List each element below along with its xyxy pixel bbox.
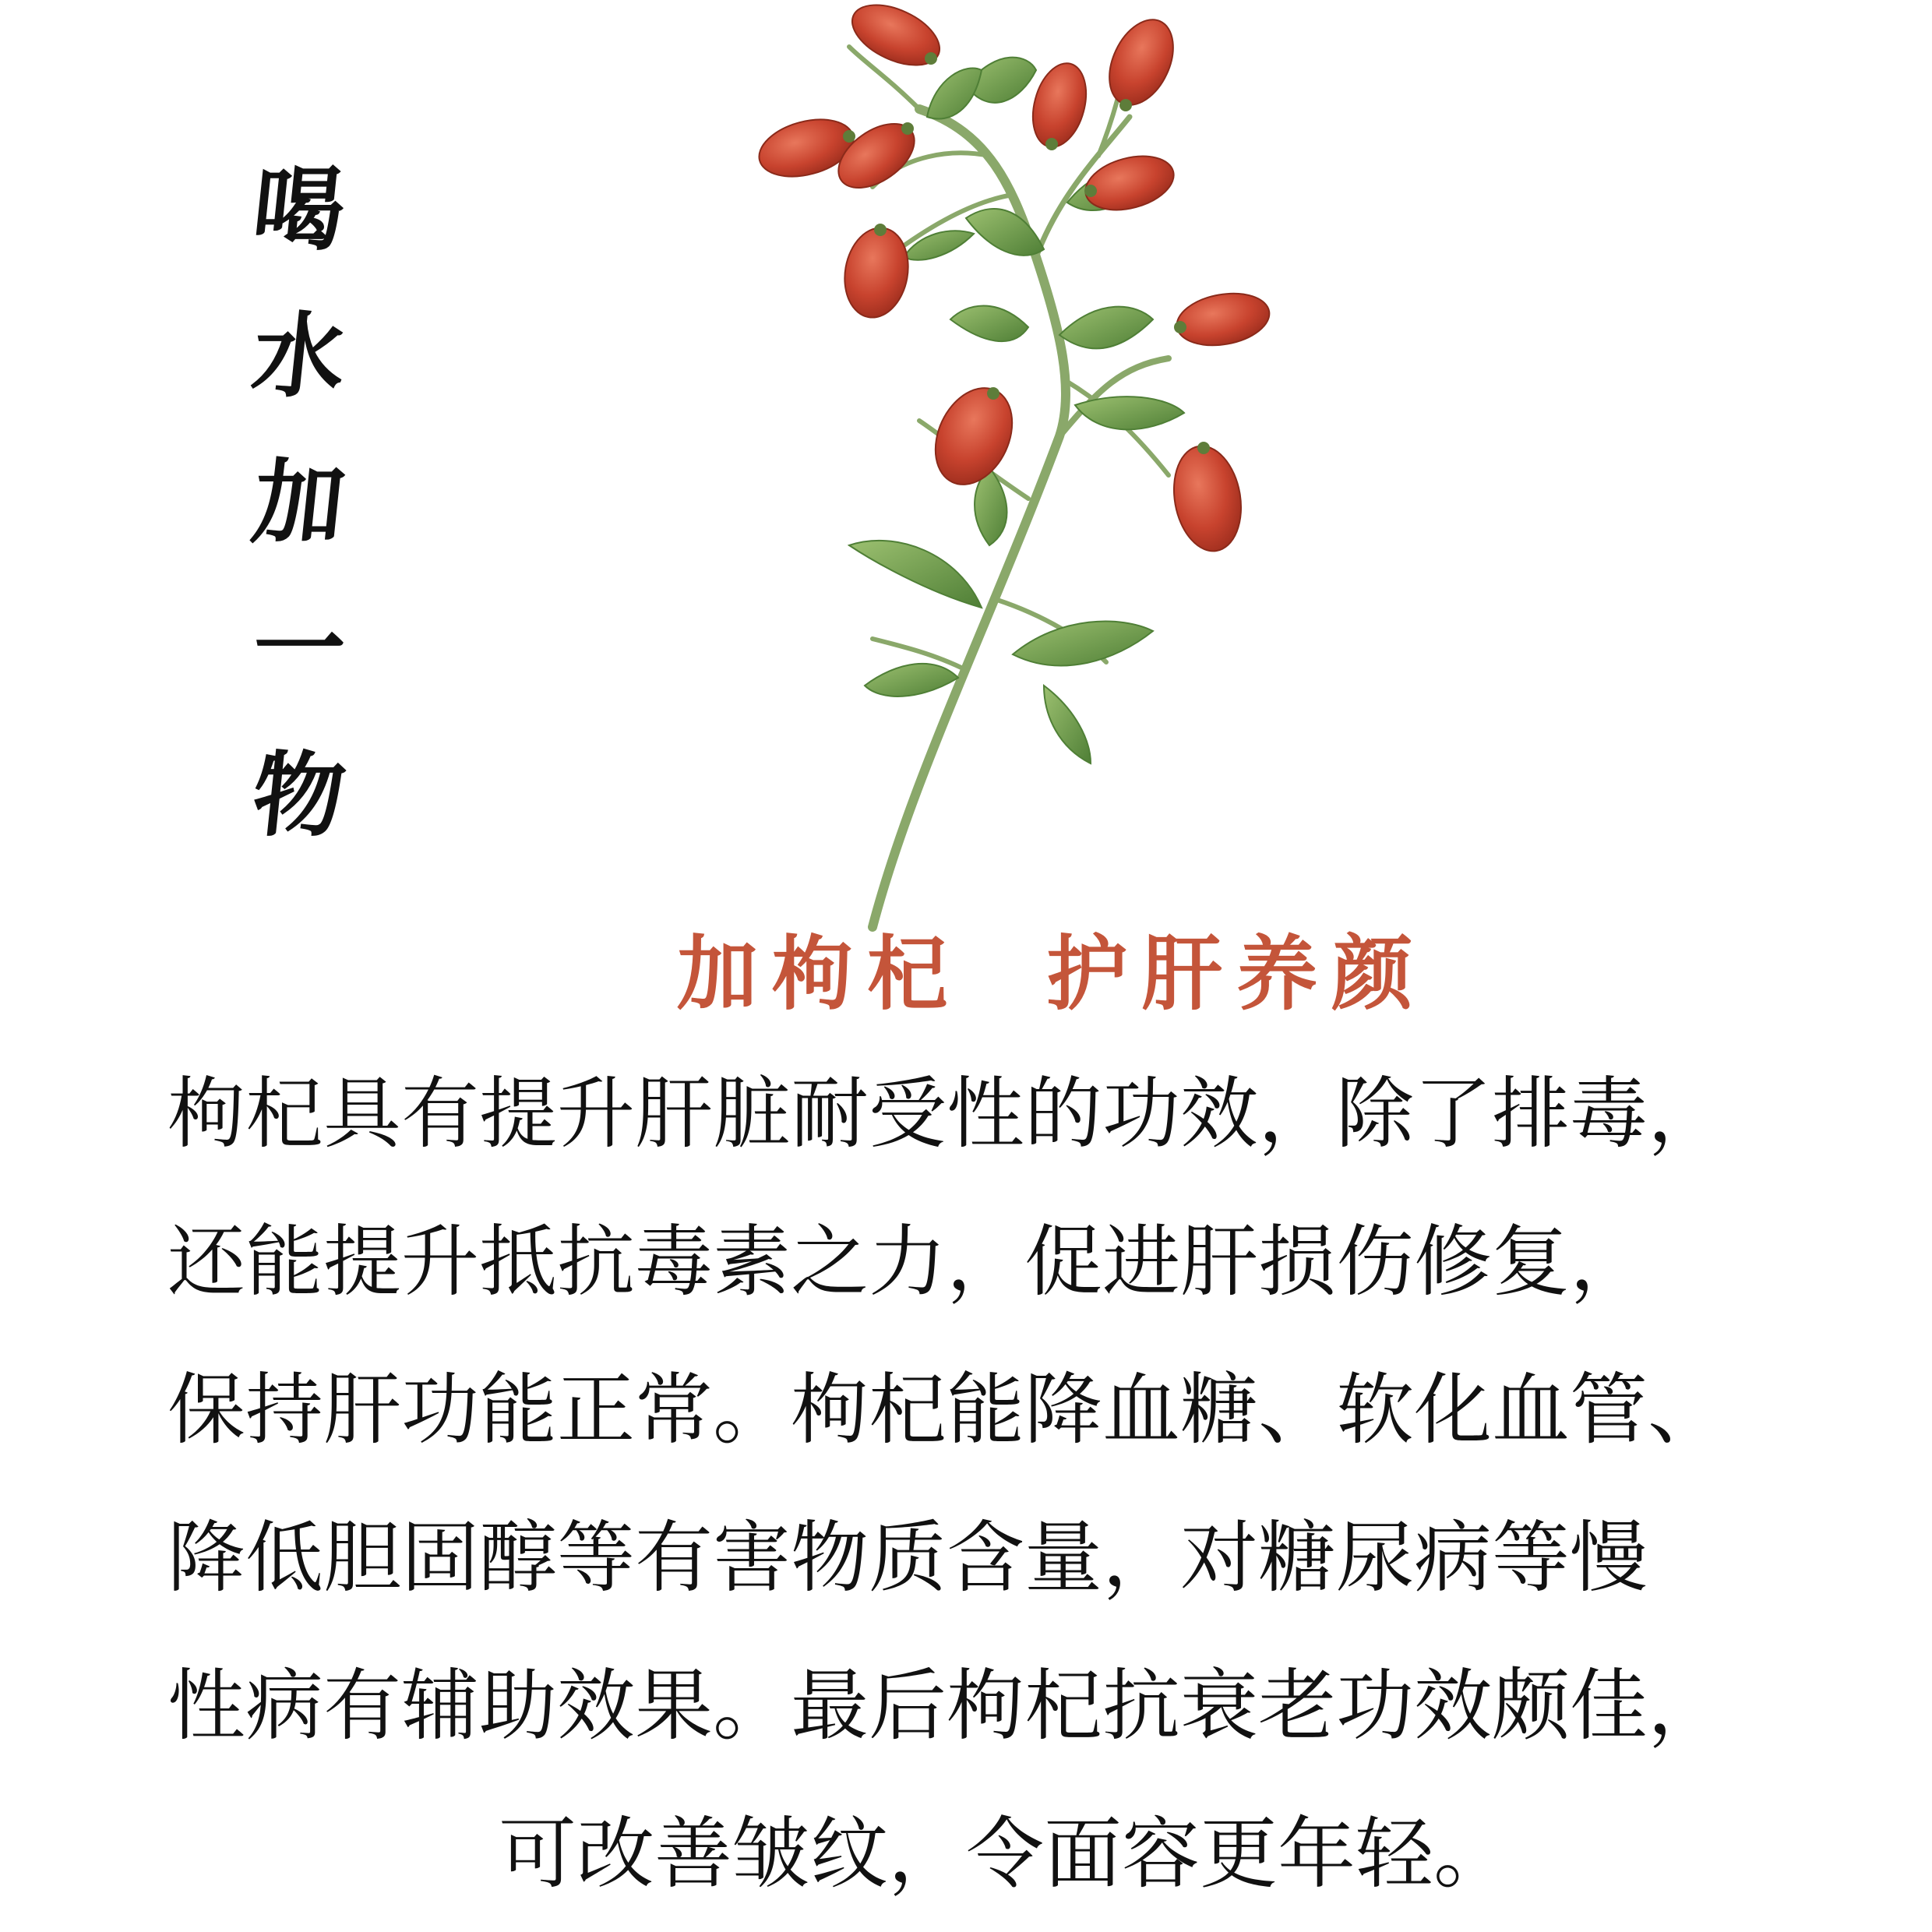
- subtitle-part-1: 加枸杞: [676, 926, 962, 1021]
- vertical-title-char: 一: [247, 594, 351, 703]
- vertical-title-char: 加: [247, 448, 351, 556]
- body-line: 性病有辅助效果。最后枸杞抗衰老功效颇佳，: [167, 1660, 1726, 1751]
- body-paragraph: [167, 1040, 1842, 1928]
- body-line: 可改善皱纹，令面容更年轻。: [499, 1808, 1511, 1899]
- vertical-title: [234, 155, 358, 896]
- goji-branch-illustration: [732, 0, 1324, 935]
- vertical-title-char: 水: [247, 301, 351, 410]
- vertical-title-char: 物: [247, 741, 351, 849]
- body-line: 枸杞具有提升肝脏耐受性的功效，除了排毒，: [167, 1068, 1726, 1159]
- body-line: 降低胆固醇等有害物质含量，对糖尿病等慢: [167, 1512, 1648, 1603]
- subtitle-part-2: 护肝养颜: [1046, 926, 1427, 1021]
- body-line: 还能提升抵抗毒素之力，促进肝损伤修复，: [167, 1216, 1648, 1307]
- body-line: 保持肝功能正常。枸杞能降血糖、软化血管、: [167, 1364, 1726, 1455]
- vertical-title-char: 喝: [247, 155, 351, 263]
- subtitle: [0, 927, 1932, 1021]
